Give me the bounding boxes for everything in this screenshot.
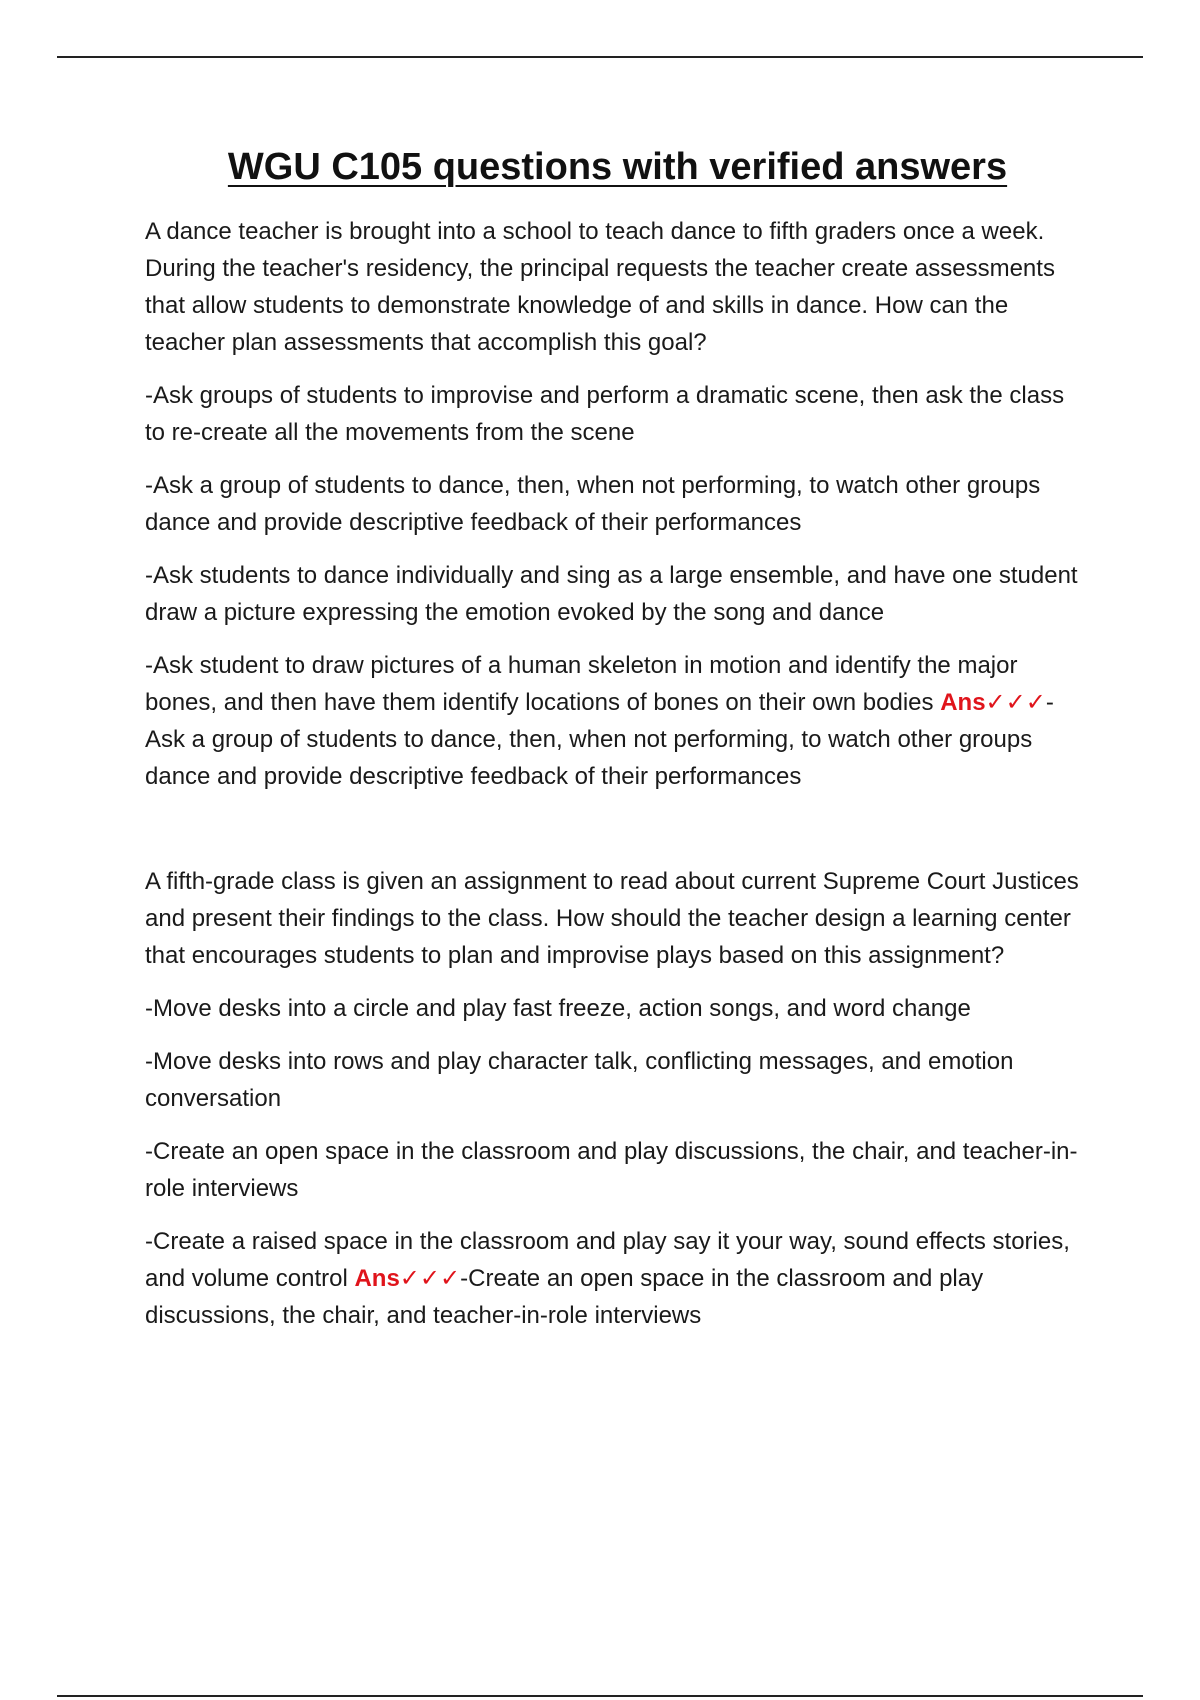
answer-option: -Create an open space in the classroom and play discussions, the chair, and teacher-in-role interviews	[145, 1137, 1078, 1202]
answer-option-with-answer	[145, 647, 1090, 795]
answer-option: -Move desks into a circle and play fast freeze, action songs, and word change	[145, 994, 971, 1022]
document-body	[145, 145, 1090, 1350]
answer-option: -Create a raised space in the classroom and play say it your way, sound effects stories, and volume control	[145, 1227, 1070, 1292]
check-marks-icon: ✓✓✓	[985, 688, 1046, 716]
answer-option: -Ask students to dance individually and sing as a large ensemble, and have one student draw a picture expressing the emotion evoked by the song and dance	[145, 561, 1078, 626]
answer-label: Ans	[354, 1264, 400, 1292]
footer-rule	[57, 1695, 1143, 1697]
correct-answer: -Create an open space in the classroom and play discussions, the chair, and teacher-in-role interviews	[145, 1264, 984, 1329]
answer-option-with-answer	[145, 1223, 1090, 1334]
answer-option: -Ask a group of students to dance, then, when not performing, to watch other groups dance and provide descriptive feedback of their performances	[145, 471, 1041, 536]
question-text: A fifth-grade class is given an assignment to read about current Supreme Court Justices and present their findings to the class. How should the teacher design a learning center that encourages students to plan and improvise plays based on this assignment?	[145, 867, 1079, 969]
spacer	[145, 811, 1090, 863]
question-text: A dance teacher is brought into a school to teach dance to fifth graders once a week. During the teacher's residency, the principal requests the teacher create assessments that allow students to demonstrate knowledge of and skills in dance. How can the teacher plan assessments that accomplish this goal?	[145, 217, 1055, 356]
answer-option: -Ask groups of students to improvise and perform a dramatic scene, then ask the class to re-create all the movements from the scene	[145, 381, 1065, 446]
answer-option: -Ask student to draw pictures of a human skeleton in motion and identify the major bones, and then have them identify locations of bones on their own bodies	[145, 651, 1018, 716]
correct-answer: -Ask a group of students to dance, then, when not performing, to watch other groups dance and provide descriptive feedback of their performances	[145, 688, 1054, 790]
answer-option: -Move desks into rows and play character talk, conflicting messages, and emotion conversation	[145, 1047, 1014, 1112]
document-title: WGU C105 questions with verified answers	[227, 146, 1008, 188]
check-marks-icon: ✓✓✓	[399, 1264, 461, 1292]
header-rule	[57, 56, 1143, 58]
answer-label: Ans	[940, 688, 986, 716]
